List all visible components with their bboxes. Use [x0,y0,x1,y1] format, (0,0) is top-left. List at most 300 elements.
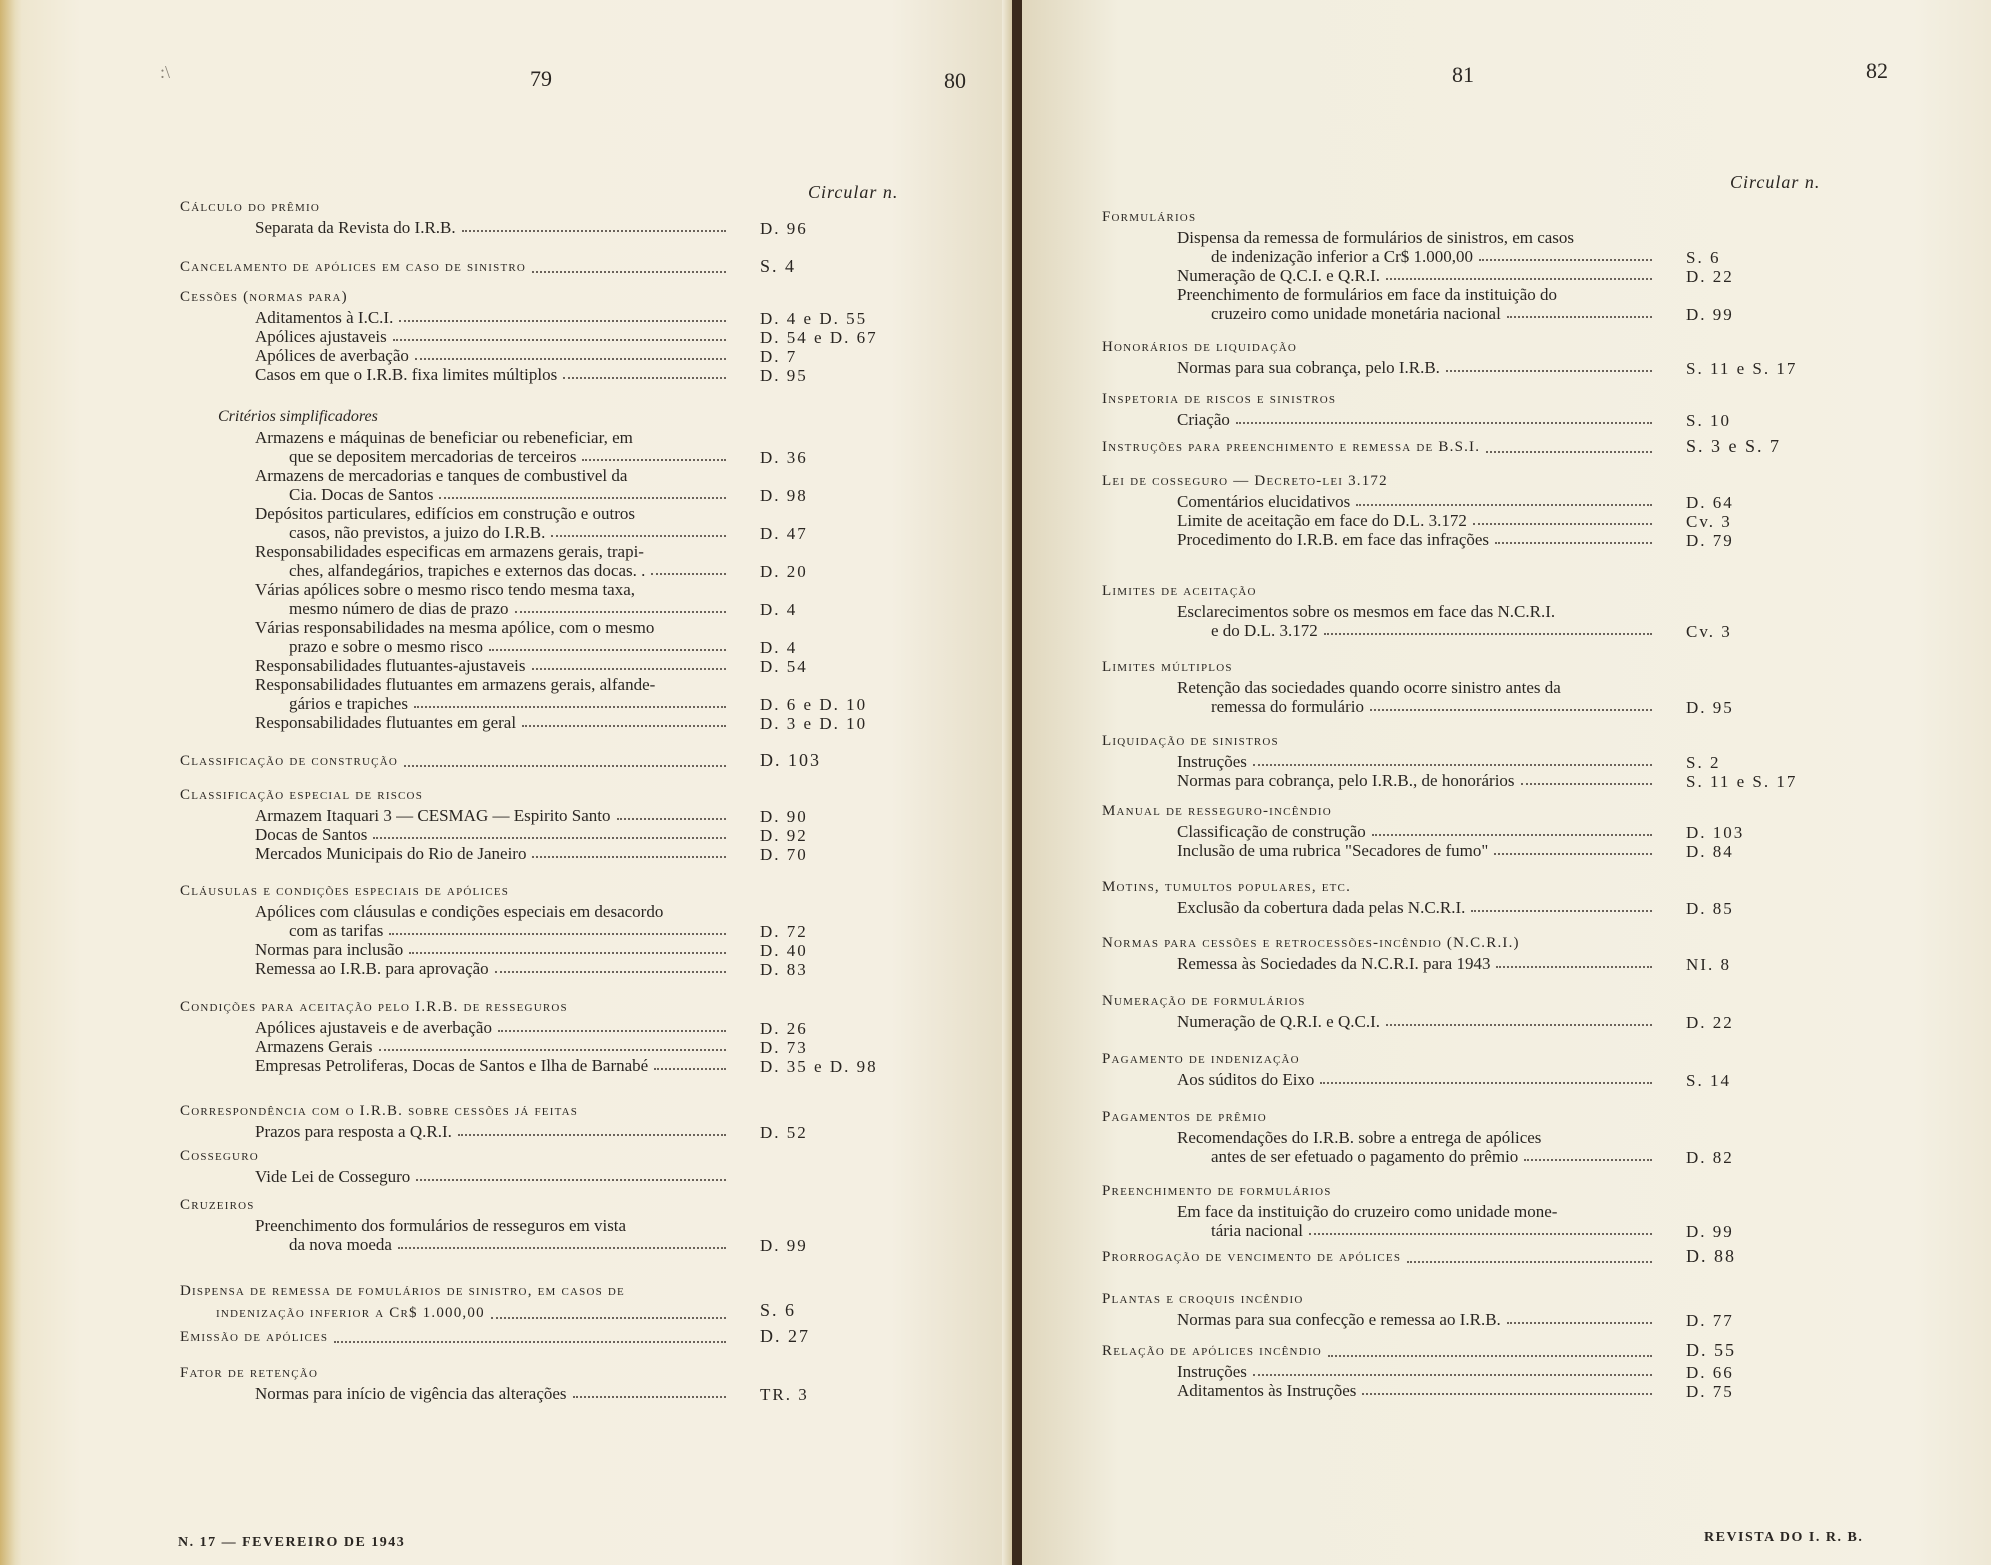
section-header-cont: indenização inferior a Cr$ 1.000,00 [216,1305,485,1321]
index-entry [255,1167,730,1186]
circular-ref: D. 77 [1686,1311,1734,1330]
index-section [180,750,821,772]
index-section [1102,470,1734,550]
index-entry [255,1037,808,1057]
entry-row [1177,358,1656,377]
section-header-row [180,1194,730,1216]
entry-cont-row [255,485,730,504]
page-edge-stain [0,0,22,1565]
entry-text-cont: Cia. Docas de Santos [289,485,434,504]
entry-row [255,308,730,327]
section-header-row [1102,932,1656,954]
dot-leader [409,952,726,954]
entry-text: Vide Lei de Cosseguro [255,1167,411,1186]
entry-text-cont: com as tarifas [289,921,384,940]
index-section [180,406,868,733]
dot-leader [416,1179,726,1181]
dot-leader [1507,316,1652,318]
index-section [1102,580,1732,641]
entry-text: Esclarecimentos sobre os mesmos em face das N.C.R.I. [1177,602,1556,621]
dot-leader [495,971,726,973]
entry-cont-row [1177,1147,1656,1166]
index-section [180,1194,808,1255]
dot-leader [551,535,726,537]
entry-row [1177,822,1656,841]
entry-text: Recomendações do I.R.B. sobre a entrega de apólices [1177,1128,1542,1147]
index-entry [255,504,808,543]
entry-list [180,218,808,238]
dot-leader [462,230,726,232]
section-header: Manual de resseguro-incêndio [1102,803,1332,819]
entry-text: Remessa ao I.R.B. para aprovação [255,959,489,978]
entry-text: Normas para cobrança, pelo I.R.B., de honorários [1177,771,1515,790]
section-header-row [180,1100,730,1122]
section-header: Emissão de apólices [180,1329,329,1345]
index-entry [1177,228,1721,267]
index-entry [1177,266,1734,286]
dot-leader [563,377,726,379]
entry-cont-row [255,694,730,713]
index-section [1102,1048,1731,1090]
dot-leader [1471,910,1652,912]
entry-row [1177,771,1656,790]
entry-row [1177,1012,1656,1031]
page-number: 81 [1452,62,1474,87]
dot-leader [532,668,726,670]
circular-ref: D. 103 [760,750,821,770]
page-number: 82 [1866,58,1888,83]
entry-list [180,1384,809,1404]
index-entry [255,902,808,941]
dot-leader [399,320,726,322]
circular-ref: D. 64 [1686,493,1734,512]
entry-list [180,806,808,864]
index-entry [1177,1202,1734,1241]
dot-leader [1386,278,1652,280]
section-header-row [1102,1048,1656,1070]
entry-text: Limite de aceitação em face do D.L. 3.172 [1177,511,1467,530]
entry-row [1177,530,1656,549]
index-section [180,1145,730,1186]
entry-cont-row [255,523,730,542]
circular-ref: S. 4 [760,256,797,276]
index-entry [255,1216,808,1255]
section-header: Limites múltiplos [1102,659,1233,675]
index-section [1102,336,1798,378]
entry-text: Responsabilidades flutuantes em armazens gerais, alfande- [255,675,656,694]
entry-text: Várias apólices sobre o mesmo risco tendo mesma taxa, [255,580,636,599]
section-header: Cláusulas e condições especiais de apólices [180,883,510,899]
index-entry [1177,678,1734,717]
section-header: Correspondência com o I.R.B. sobre cessões já feitas [180,1103,579,1119]
entry-text: Normas para inclusão [255,940,404,959]
circular-ref: D. 35 e D. 98 [760,1057,878,1076]
entry-text: Armazem Itaquari 3 — CESMAG — Espirito Santo [255,806,611,825]
index-entry [1177,1362,1734,1382]
circular-ref: D. 99 [760,1236,808,1255]
circular-ref: D. 4 [760,638,798,657]
entry-row [1177,1381,1656,1400]
index-entry [1177,898,1734,918]
dot-leader [654,1068,726,1070]
circular-ref: D. 22 [1686,1013,1734,1032]
page-number: 79 [530,66,552,91]
entry-text: Responsabilidades especificas em armazens gerais, trapi- [255,542,644,561]
index-entry [1177,954,1731,974]
dot-leader [1324,633,1652,635]
circular-ref: D. 85 [1686,899,1734,918]
circular-ref: D. 95 [1686,698,1734,717]
entry-cont-row [255,921,730,940]
dot-leader [1320,1082,1652,1084]
dot-leader [1309,1233,1652,1235]
circular-ref: D. 72 [760,922,808,941]
circular-ref: D. 73 [760,1038,808,1057]
corner-mark: :\ [160,62,171,82]
index-entry [1177,602,1732,641]
entry-text: Depósitos particulares, edifícios em construção e outros [255,504,636,523]
dot-leader [532,271,726,273]
section-header: Preenchimento de formulários [1102,1183,1332,1199]
entry-row [255,218,730,237]
entry-row [1177,1070,1656,1089]
dot-leader [379,1049,726,1051]
section-header: Liquidação de sinistros [1102,733,1279,749]
entry-text: Normas para início de vigência das alterações [255,1384,567,1403]
entry-row [255,1056,730,1075]
dot-leader [1370,709,1652,711]
dot-leader [515,611,726,613]
section-header: Lei de cosseguro — Decreto-lei 3.172 [1102,473,1388,489]
index-entry [255,713,868,733]
entry-list [1102,1012,1734,1032]
section-header-row [1102,876,1656,898]
index-entry [1177,1381,1734,1401]
index-section [1102,1340,1736,1401]
entry-list [1102,1310,1734,1330]
section-header: Cálculo do prêmio [180,199,320,215]
circular-ref: S. 3 e S. 7 [1686,436,1782,456]
subsection-header: Critérios simplificadores [218,408,378,425]
dot-leader [1521,783,1652,785]
entry-text: Aos súditos do Eixo [1177,1070,1315,1089]
circular-ref: S. 10 [1686,411,1731,430]
entry-list [1102,1202,1734,1241]
dot-leader [414,706,726,708]
column-header: Circular n. [1730,172,1821,192]
section-header-cont-row [180,1302,730,1324]
dot-leader [1328,1355,1652,1357]
index-entry [1177,1128,1734,1167]
dot-leader [651,573,726,575]
index-entry [1177,1310,1734,1330]
entry-text: Criação [1177,410,1230,429]
circular-ref: D. 79 [1686,531,1734,550]
dot-leader [334,1341,726,1343]
entry-row [255,1122,730,1141]
circular-ref: D. 7 [760,347,798,366]
section-header-row [180,196,730,218]
entry-text-cont: mesmo número de dias de prazo [289,599,509,618]
index-section [1102,932,1731,974]
circular-ref: S. 14 [1686,1071,1731,1090]
entry-row [255,1018,730,1037]
right-page [1022,0,1991,1565]
index-section [180,880,808,979]
circular-ref: D. 4 [760,600,798,619]
entry-text: Aditamentos às Instruções [1177,1381,1357,1400]
index-section [180,256,797,278]
index-entry [255,580,798,619]
circular-ref: D. 54 e D. 67 [760,328,878,347]
dot-leader [573,1396,726,1398]
entry-row [255,825,730,844]
entry-row [255,656,730,675]
entry-text: Separata da Revista do I.R.B. [255,218,456,237]
dot-leader [1446,370,1652,372]
section-header: Inspetoria de riscos e sinistros [1102,391,1337,407]
entry-cont-row [1177,304,1656,323]
section-header: Honorários de liquidação [1102,339,1298,355]
circular-ref: S. 2 [1686,753,1721,772]
index-entry [255,218,808,238]
section-header: Fator de retenção [180,1365,319,1381]
circular-ref: D. 54 [760,657,808,676]
index-entry [255,466,808,505]
section-header-row [180,1145,730,1167]
index-entry [255,1056,878,1076]
section-header: Classificação de construção [180,753,398,769]
index-entry [255,675,868,714]
index-entry [255,825,808,845]
dot-leader [1495,542,1652,544]
dot-leader [389,933,726,935]
index-section [1102,1106,1734,1167]
circular-ref: D. 99 [1686,305,1734,324]
circular-ref: D. 47 [760,524,808,543]
entry-row [255,713,730,732]
index-entry [1177,285,1734,324]
index-entry [255,346,798,366]
entry-list [1102,228,1734,324]
index-entry [1177,358,1798,378]
index-entry [255,1018,808,1038]
section-header-row [1102,1340,1656,1362]
section-header-row [1102,336,1656,358]
section-header-row [180,256,730,278]
entry-row [255,346,730,365]
index-entry [1177,410,1731,430]
dot-leader [489,649,726,651]
entry-row [255,844,730,863]
entry-row [1177,954,1656,973]
dot-leader [404,765,726,767]
section-header-row [180,286,730,308]
entry-text: Retenção das sociedades quando ocorre sinistro antes da [1177,678,1561,697]
entry-cont-row [1177,1221,1656,1240]
dot-leader [1494,853,1652,855]
entry-text-cont: antes de ser efetuado o pagamento do prêmio [1211,1147,1519,1166]
entry-text: Normas para sua confecção e remessa ao I.R.B. [1177,1310,1501,1329]
entry-text-cont: cruzeiro como unidade monetária nacional [1211,304,1501,323]
entry-list [1102,358,1798,378]
index-section [1102,436,1782,458]
index-section [180,1100,808,1142]
section-header: Condições para aceitação pelo I.R.B. de resseguros [180,999,568,1015]
index-entry [255,308,868,328]
index-entry [255,806,808,826]
index-section [180,286,878,385]
index-section [180,996,878,1076]
entry-row [1177,841,1656,860]
index-entry [1177,1012,1734,1032]
entry-text: Armazens e máquinas de beneficiar ou rebeneficiar, em [255,428,633,447]
entry-text: Armazens Gerais [255,1037,373,1056]
index-entry [255,365,808,385]
section-header-row [1102,800,1656,822]
entry-list [1102,1070,1731,1090]
entry-list [1102,678,1734,717]
entry-text: Comentários elucidativos [1177,492,1351,511]
entry-row [1177,511,1656,530]
entry-text: Várias responsabilidades na mesma apólice, com o mesmo [255,618,655,637]
entry-list [1102,410,1731,430]
index-section [1102,388,1731,430]
circular-ref: D. 40 [760,941,808,960]
dot-leader [491,1317,726,1319]
circular-ref: D. 99 [1686,1222,1734,1241]
entry-text-cont: da nova moeda [289,1235,392,1254]
section-header: Prorrogação de vencimento de apólices [1102,1249,1402,1265]
circular-ref: D. 27 [760,1326,810,1346]
circular-ref: TR. 3 [760,1385,809,1404]
entry-row [255,1037,730,1056]
circular-ref: D. 92 [760,826,808,845]
index-entry [255,428,808,467]
index-section [1102,990,1734,1032]
entry-text: Responsabilidades flutuantes em geral [255,713,517,732]
entry-row [1177,898,1656,917]
dot-leader [1496,966,1652,968]
circular-ref: D. 52 [760,1123,808,1142]
section-header: Formulários [1102,209,1197,225]
circular-ref: D. 22 [1686,267,1734,286]
index-entry [255,542,808,581]
index-section [180,1280,797,1324]
dot-leader [1362,1393,1652,1395]
section-header: Cosseguro [180,1148,259,1164]
section-header-row [1102,1180,1656,1202]
circular-ref: D. 66 [1686,1363,1734,1382]
dot-leader [1486,451,1652,453]
index-entry [1177,492,1734,512]
entry-text: Em face da instituição do cruzeiro como unidade mone- [1177,1202,1558,1221]
entry-text-cont: e do D.L. 3.172 [1211,621,1318,640]
circular-ref: D. 3 e D. 10 [760,714,868,733]
entry-text: Casos em que o I.R.B. fixa limites múltiplos [255,365,558,384]
entry-row [255,1384,730,1403]
entry-text-cont: prazo e sobre o mesmo risco [289,637,484,656]
entry-list [1102,602,1732,641]
circular-ref: D. 82 [1686,1148,1734,1167]
entry-text: Dispensa da remessa de formulários de sinistros, em casos [1177,228,1575,247]
circular-ref: D. 20 [760,562,808,581]
entry-cont-row [1177,247,1656,266]
entry-text: Aditamentos à I.C.I. [255,308,394,327]
dot-leader [1236,422,1652,424]
entry-cont-row [255,637,730,656]
gutter-shadow [1002,0,1012,1565]
entry-row [255,1167,730,1186]
entry-list [1102,822,1745,861]
entry-row [255,327,730,346]
entry-text: Apólices ajustaveis e de averbação [255,1018,492,1037]
entry-text: Docas de Santos [255,825,368,844]
section-header-row [1102,990,1656,1012]
index-entry [255,1122,808,1142]
dot-leader [373,837,726,839]
circular-ref: D. 90 [760,807,808,826]
section-header-row [1102,656,1656,678]
entry-text: Armazens de mercadorias e tanques de combustivel da [255,466,628,485]
circular-ref: D. 98 [760,486,808,505]
entry-text-cont: ches, alfandegários, trapiches e externos das docas. . [289,561,646,580]
entry-list [180,308,878,385]
entry-cont-row [1177,697,1656,716]
entry-cont-row [255,599,730,618]
entry-text: Inclusão de uma rubrica "Secadores de fumo" [1177,841,1489,860]
index-entry [1177,752,1721,772]
section-header: Plantas e croquis incêndio [1102,1291,1304,1307]
section-header: Pagamento de indenização [1102,1051,1300,1067]
index-entry [255,327,878,347]
entry-text: Numeração de Q.R.I. e Q.C.I. [1177,1012,1380,1031]
footer: REVISTA DO I. R. B. [1704,1530,1864,1545]
entry-cont-row [255,1235,730,1254]
dot-leader [393,339,726,341]
section-header: Relação de apólices incêndio [1102,1343,1322,1359]
index-entry [255,1384,809,1404]
entry-text-cont: casos, não previstos, a juizo do I.R.B. [289,523,546,542]
entry-text-cont: remessa do formulário [1211,697,1364,716]
index-entry [1177,1070,1731,1090]
dot-leader [1524,1159,1652,1161]
section-header-row [180,1326,730,1348]
circular-ref: D. 6 e D. 10 [760,695,868,714]
column-header: Circular n. [808,182,899,202]
dot-leader [617,818,726,820]
circular-ref: D. 95 [760,366,808,385]
entry-text: Classificação de construção [1177,822,1366,841]
index-entry [255,618,798,657]
entry-list [1102,492,1734,550]
circular-ref: NI. 8 [1686,955,1731,974]
section-header-row [180,750,730,772]
entry-row [1177,1362,1656,1381]
entry-list [1102,954,1731,974]
dot-leader [1253,764,1652,766]
dot-leader [1386,1024,1652,1026]
entry-list [180,902,808,979]
index-entry [1177,841,1734,861]
circular-ref: D. 75 [1686,1382,1734,1401]
section-header-row [180,1362,730,1384]
entry-list [1102,752,1798,791]
circular-ref: D. 70 [760,845,808,864]
dot-leader [1479,259,1652,261]
entry-text: Empresas Petroliferas, Docas de Santos e Ilha de Barnabé [255,1056,649,1075]
dot-leader [1253,1374,1652,1376]
